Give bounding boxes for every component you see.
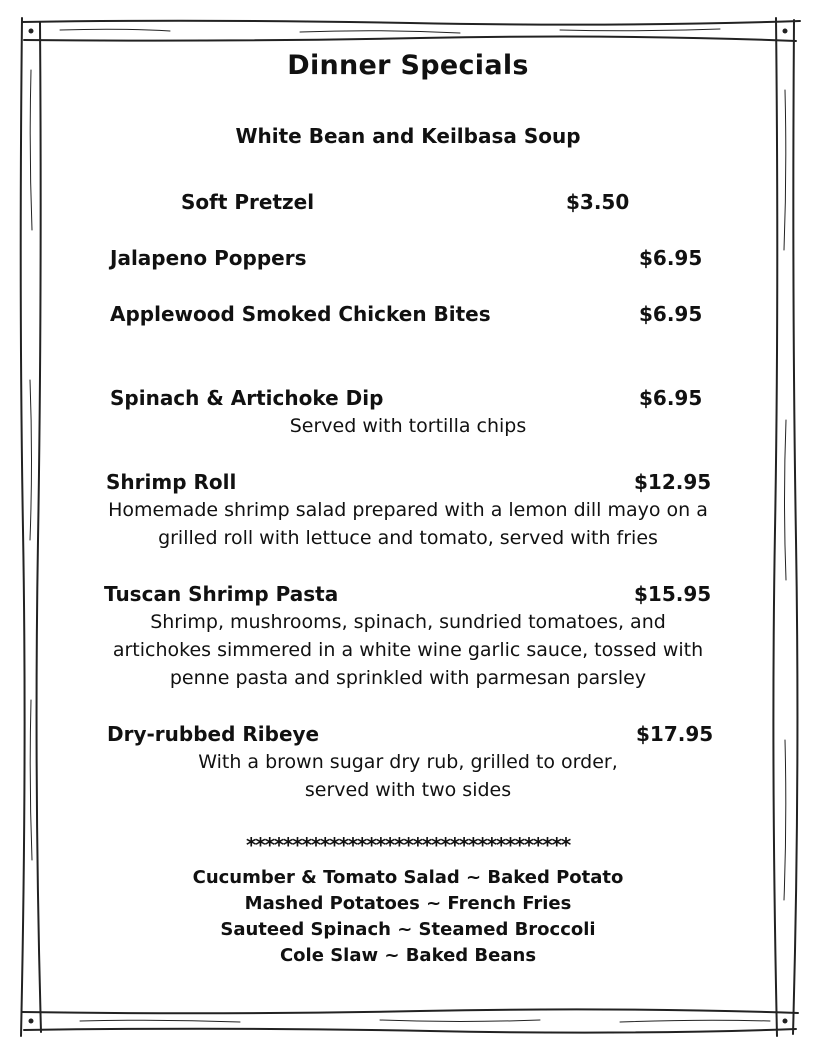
item-name-soft-pretzel: Soft Pretzel (181, 190, 315, 214)
item-name-chicken-bites: Applewood Smoked Chicken Bites (110, 302, 491, 326)
item-price-soft-pretzel: $3.50 (566, 190, 630, 214)
item-desc-shrimp-roll-line-1: Homemade shrimp salad prepared with a lemon dill mayo on a (108, 499, 708, 521)
item-price-dry-rubbed-ribeye: $17.95 (636, 722, 714, 746)
item-price-tuscan-shrimp-pasta: $15.95 (634, 582, 712, 606)
item-desc-spinach-artichoke-dip: Served with tortilla chips (289, 415, 527, 437)
item-name-shrimp-roll: Shrimp Roll (106, 470, 237, 494)
item-name-dry-rubbed-ribeye: Dry-rubbed Ribeye (107, 722, 320, 746)
item-price-shrimp-roll: $12.95 (634, 470, 712, 494)
item-price-jalapeno-poppers: $6.95 (639, 246, 703, 270)
menu-title: Dinner Specials (287, 50, 529, 81)
item-desc-tuscan-pasta-line-2: artichokes simmered in a white wine garlic sauce, tossed with (112, 639, 704, 661)
item-name-jalapeno-poppers: Jalapeno Poppers (110, 246, 307, 270)
sides-line-3: Sauteed Spinach ~ Steamed Broccoli (220, 919, 596, 940)
asterisk-divider: *********************************** (245, 833, 571, 857)
sides-line-2: Mashed Potatoes ~ French Fries (244, 893, 572, 914)
item-name-tuscan-shrimp-pasta: Tuscan Shrimp Pasta (104, 582, 339, 606)
item-desc-ribeye-line-1: With a brown sugar dry rub, grilled to order, (198, 751, 618, 773)
item-desc-tuscan-pasta-line-3: penne pasta and sprinkled with parmesan parsley (169, 667, 647, 689)
soup-of-the-day: White Bean and Keilbasa Soup (235, 124, 581, 148)
item-desc-ribeye-line-2: served with two sides (304, 779, 512, 801)
item-desc-shrimp-roll-line-2: grilled roll with lettuce and tomato, served with fries (158, 527, 658, 549)
sides-line-4: Cole Slaw ~ Baked Beans (279, 945, 537, 966)
sides-line-1: Cucumber & Tomato Salad ~ Baked Potato (192, 867, 624, 888)
item-price-spinach-artichoke-dip: $6.95 (639, 386, 703, 410)
item-name-spinach-artichoke-dip: Spinach & Artichoke Dip (110, 386, 384, 410)
item-price-chicken-bites: $6.95 (639, 302, 703, 326)
item-desc-tuscan-pasta-line-1: Shrimp, mushrooms, spinach, sundried tomatoes, and (150, 611, 666, 633)
